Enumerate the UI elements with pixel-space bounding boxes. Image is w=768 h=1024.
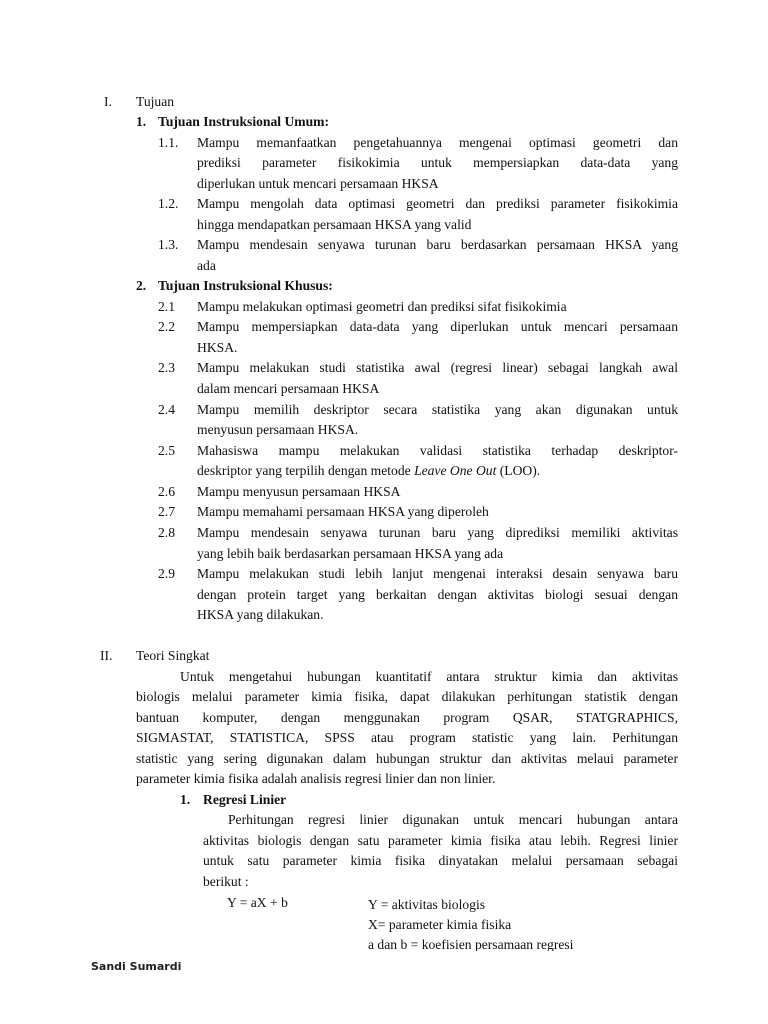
item-text-line: dengan protein target yang berkaitan dengan aktivitas biologi sesuai dengan <box>197 587 678 602</box>
footer-author: Sandi Sumardi <box>91 960 182 973</box>
item-text-line: yang lebih baik berdasarkan persamaan HKSA yang ada <box>197 546 504 561</box>
item-text-line: Mampu melakukan optimasi geometri dan prediksi sifat fisikokimia <box>197 299 567 314</box>
subsection-1-number: 1. <box>136 114 147 129</box>
paragraph-line: parameter kimia fisika adalah analisis regresi linier dan non linier. <box>136 771 496 786</box>
paragraph-line: aktivitas biologis dengan satu parameter kimia fisika atau lebih. Regresi linier <box>203 833 678 848</box>
item-text-line: Mampu mendesain senyawa turunan baru yang diprediksi memiliki aktivitas <box>197 525 678 540</box>
item-text-line: Mampu melakukan studi lebih lanjut mengenai interaksi desain senyawa baru <box>197 566 678 581</box>
section-1-title: Tujuan <box>136 94 175 109</box>
item-text-line: dalam mencari persamaan HKSA <box>197 381 380 396</box>
item-text-pre: deskriptor yang terpilih dengan metode <box>197 463 415 478</box>
item-text-line: Mampu mendesain senyawa turunan baru berdasarkan persamaan HKSA yang <box>197 237 678 252</box>
equation-legend-line: X= parameter kimia fisika <box>368 917 512 932</box>
item-text-line: Mampu memilih deskriptor secara statistika yang akan digunakan untuk <box>197 402 678 417</box>
paragraph-line: Perhitungan regresi linier digunakan untuk mencari hubungan antara <box>228 812 678 827</box>
subsection-number: 1. <box>180 792 191 807</box>
item-number: 2.3 <box>158 360 175 375</box>
item-number: 2.8 <box>158 525 175 540</box>
item-text-line: hingga mendapatkan persamaan HKSA yang valid <box>197 217 472 232</box>
item-text-line: HKSA. <box>197 340 238 355</box>
item-text-italic: Leave One Out <box>414 463 497 478</box>
equation-legend-line: Y = aktivitas biologis <box>368 897 486 912</box>
item-number: 1.2. <box>158 196 179 211</box>
paragraph-line: biologis melalui parameter kimia fisika, dapat dilakukan perhitungan statistik dengan <box>136 689 678 704</box>
subsection-title: Regresi Linier <box>203 792 287 807</box>
item-text-line: Mampu menyusun persamaan HKSA <box>197 484 401 499</box>
item-number: 2.7 <box>158 504 175 519</box>
item-number: 2.5 <box>158 443 175 458</box>
item-number: 2.9 <box>158 566 175 581</box>
item-text-line: ada <box>197 258 216 273</box>
subsection-1-title: Tujuan Instruksional Umum: <box>158 114 329 129</box>
section-2-number: II. <box>100 648 113 663</box>
section-2-title: Teori Singkat <box>136 648 210 663</box>
equation: Y = aX + b <box>227 895 288 910</box>
item-text-line: Mahasiswa mampu melakukan validasi statistika terhadap deskriptor- <box>197 443 678 458</box>
item-number: 1.1. <box>158 135 179 150</box>
item-text-line: prediksi parameter fisikokimia untuk mempersiapkan data-data yang <box>197 155 678 170</box>
item-text-line: diperlukan untuk mencari persamaan HKSA <box>197 176 439 191</box>
item-text-line: Mampu melakukan studi statistika awal (regresi linear) sebagai langkah awal <box>197 360 678 375</box>
item-text-line <box>197 461 540 481</box>
item-number: 2.6 <box>158 484 175 499</box>
item-text-line: Mampu memahami persamaan HKSA yang diperoleh <box>197 504 489 519</box>
paragraph-line: SIGMASTAT, STATISTICA, SPSS atau program statistic yang lain. Perhitungan <box>136 730 678 745</box>
item-text-line: Mampu memanfaatkan pengetahuannya mengenai optimasi geometri dan <box>197 135 678 150</box>
item-text-line: HKSA yang dilakukan. <box>197 607 324 622</box>
item-number: 2.2 <box>158 319 175 334</box>
item-number: 2.1 <box>158 299 175 314</box>
paragraph-line: berikut : <box>203 874 249 889</box>
paragraph-line: bantuan komputer, dengan menggunakan program QSAR, STATGRAPHICS, <box>136 710 678 725</box>
equation-legend-line: a dan b = koefisien persamaan regresi <box>368 937 574 951</box>
item-text-line: menyusun persamaan HKSA. <box>197 422 359 437</box>
paragraph-line: statistic yang sering digunakan dalam hubungan struktur dan aktivitas melaui parameter <box>136 751 678 766</box>
item-number: 1.3. <box>158 237 179 252</box>
subsection-2-title: Tujuan Instruksional Khusus: <box>158 278 333 293</box>
paragraph-line: Untuk mengetahui hubungan kuantitatif antara struktur kimia dan aktivitas <box>180 669 678 684</box>
item-text-post: (LOO). <box>496 463 541 478</box>
item-number: 2.4 <box>158 402 175 417</box>
paragraph-line: untuk satu parameter kimia fisika dinyatakan melalui persamaan sebagai <box>203 853 678 868</box>
item-text-line: Mampu mengolah data optimasi geometri dan prediksi parameter fisikokimia <box>197 196 678 211</box>
section-1-number: I. <box>104 94 112 109</box>
subsection-2-number: 2. <box>136 278 147 293</box>
item-text-line: Mampu mempersiapkan data-data yang diperlukan untuk mencari persamaan <box>197 319 678 334</box>
